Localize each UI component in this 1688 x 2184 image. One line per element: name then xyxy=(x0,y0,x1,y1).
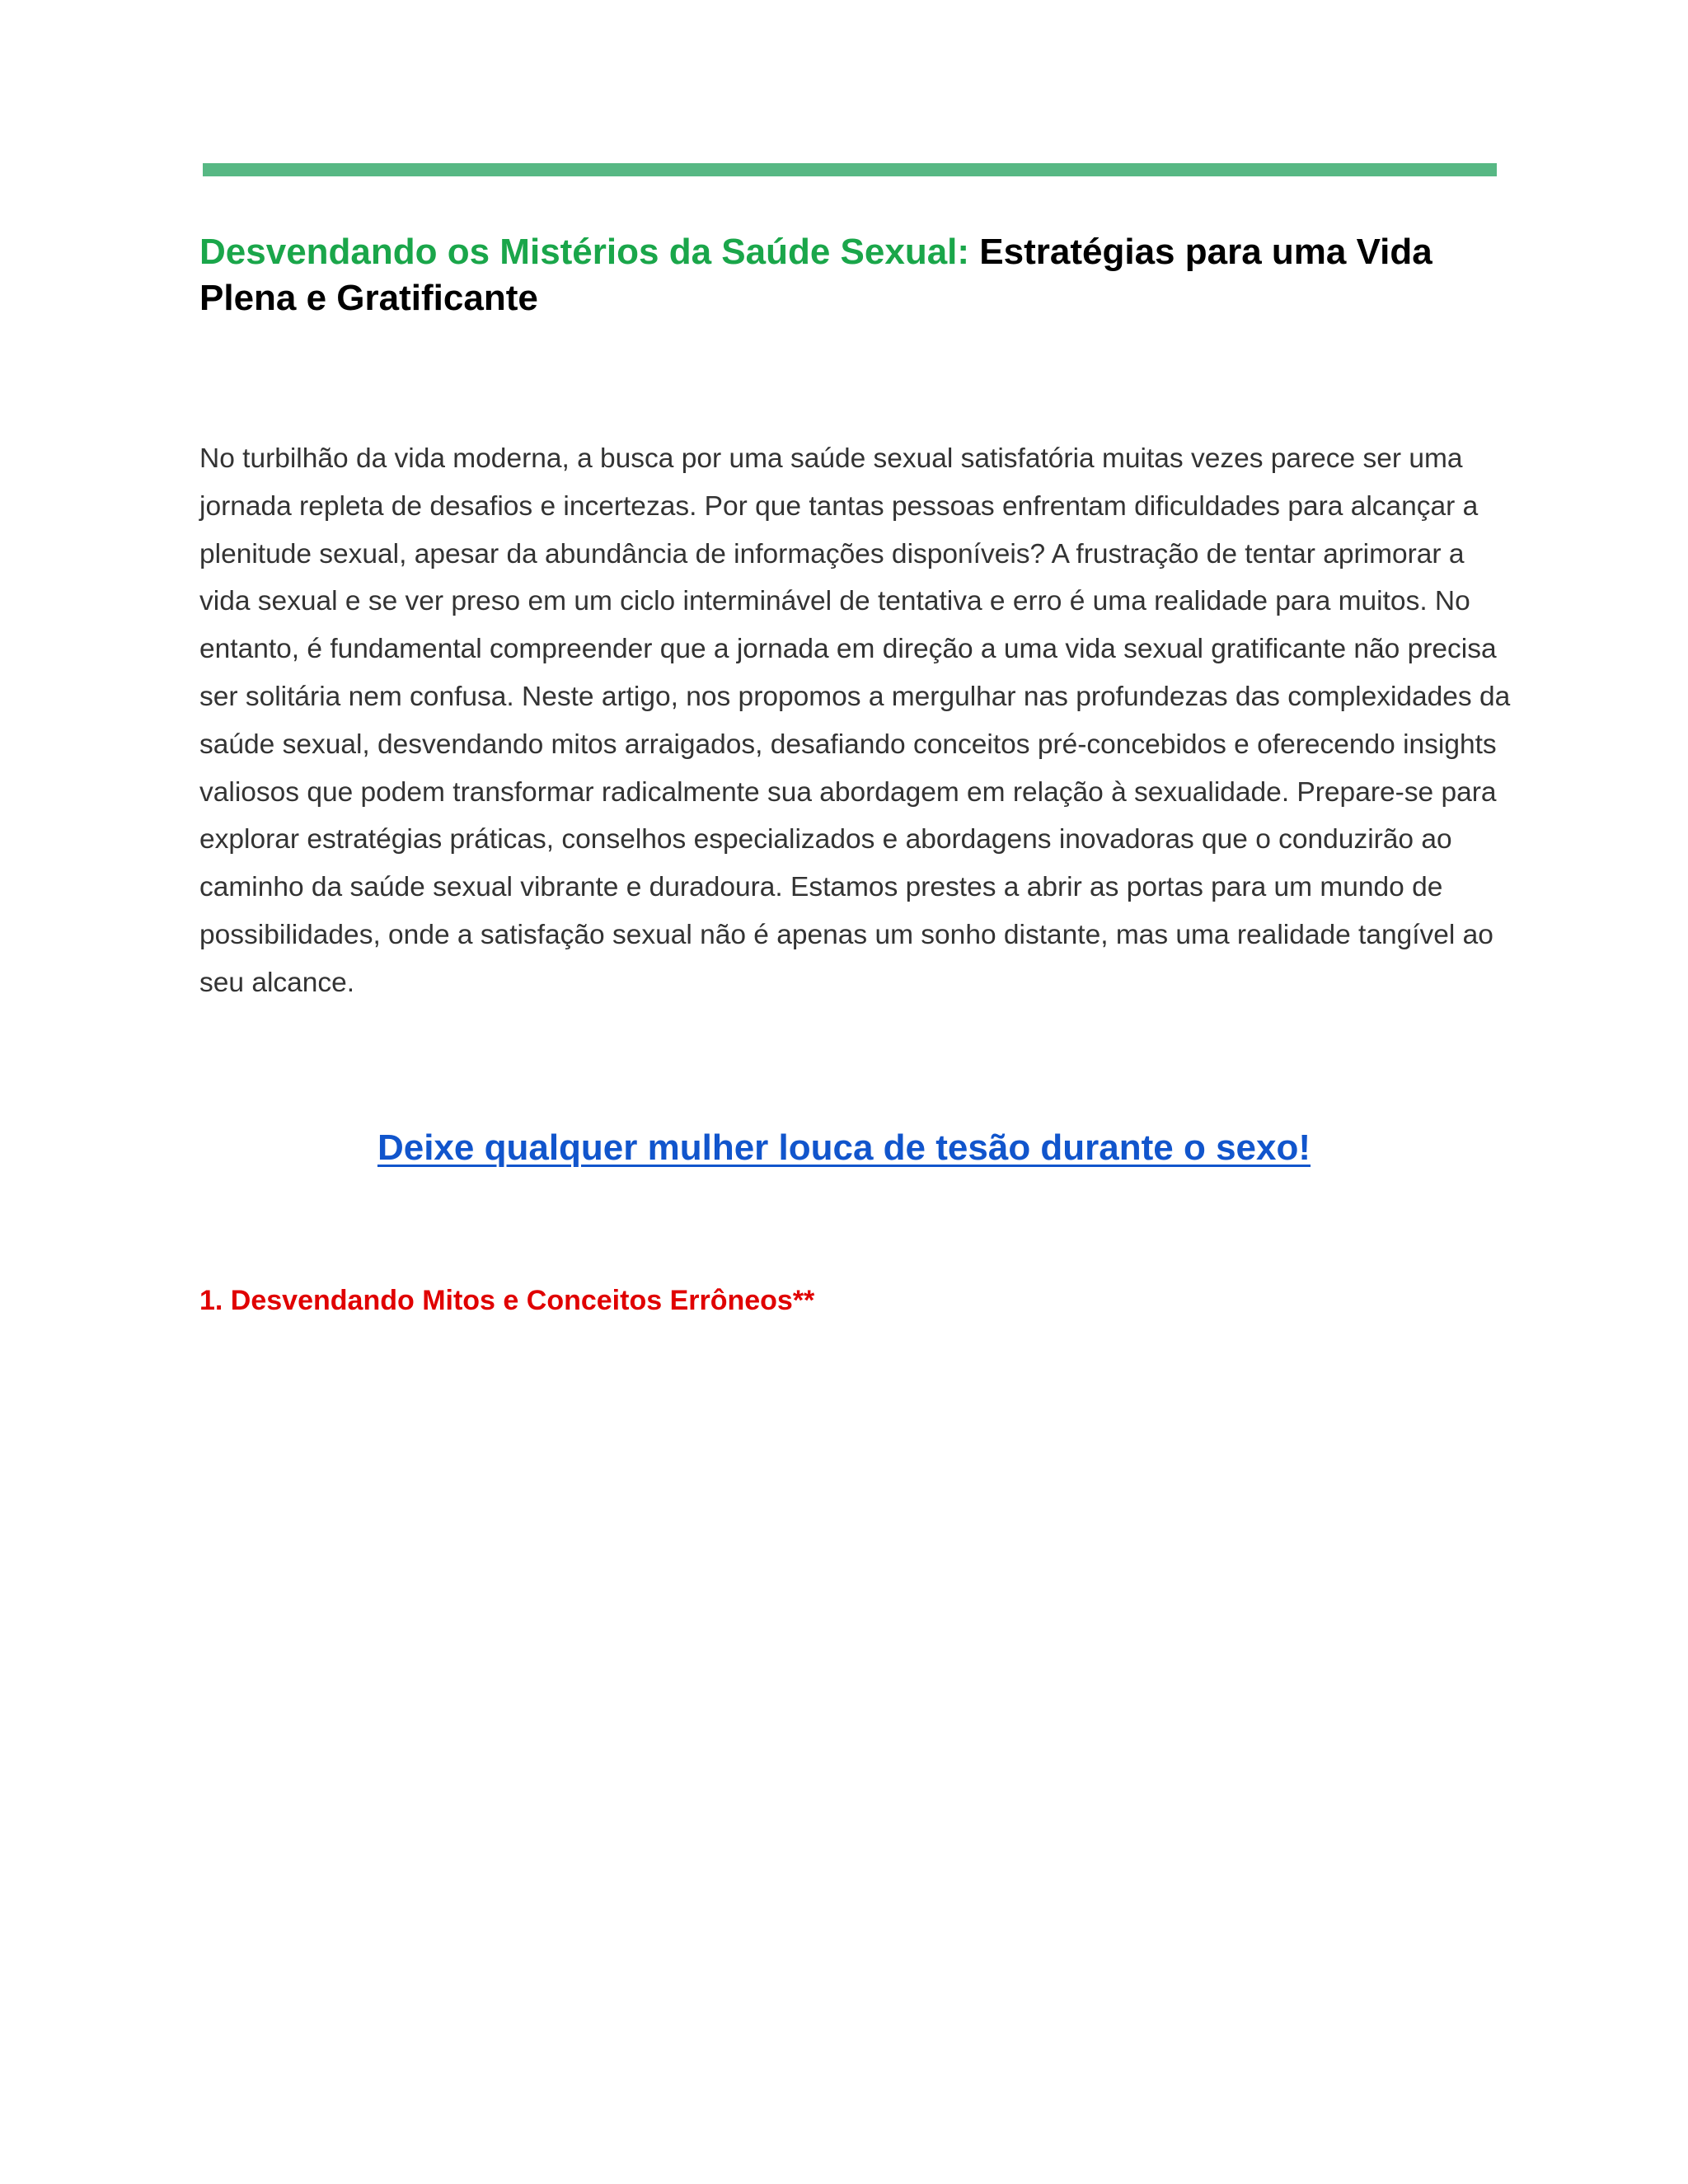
section-heading-1: 1. Desvendando Mitos e Conceitos Errôneos** xyxy=(199,1285,815,1316)
title-rest: Estratégias para uma Vida Plena e Gratificante xyxy=(199,232,1432,318)
accent-divider xyxy=(203,163,1497,176)
intro-paragraph: No turbilhão da vida moderna, a busca por uma saúde sexual satisfatória muitas vezes parece ser uma jornada repleta de desafios e incertezas. Por que tantas pessoas enfrentam dificuldades para alcançar a plenitude sexual, apesar da abundância de informações disponíveis? A frustração de tentar aprimorar a vida sexual e se ver preso em um ciclo interminável de tentativa e erro é uma realidade para muitos. No entanto, é fundamental compreender que a jornada em direção a uma vida sexual gratificante não precisa ser solitária nem confusa. Neste artigo, nos propomos a mergulhar nas profundezas das complexidades da saúde sexual, desvendando mitos arraigados, desafiando conceitos pré-concebidos e oferecendo insights valiosos que podem transformar radicalmente sua abordagem em relação à sexualidade. Prepare-se para explorar estratégias práticas, conselhos especializados e abordagens inovadoras que o conduzirão ao caminho da saúde sexual vibrante e duradoura. Estamos prestes a abrir as portas para um mundo de possibilidades, onde a satisfação sexual não é apenas um sonho distante, mas uma realidade tangível ao seu alcance. xyxy=(199,443,1511,998)
title-highlight: Desvendando os Mistérios da Saúde Sexual: xyxy=(199,232,970,272)
page-title xyxy=(199,229,1518,321)
cta-container xyxy=(0,1127,1688,1169)
cta-link[interactable]: Deixe qualquer mulher louca de tesão durante o sexo! xyxy=(377,1127,1311,1168)
